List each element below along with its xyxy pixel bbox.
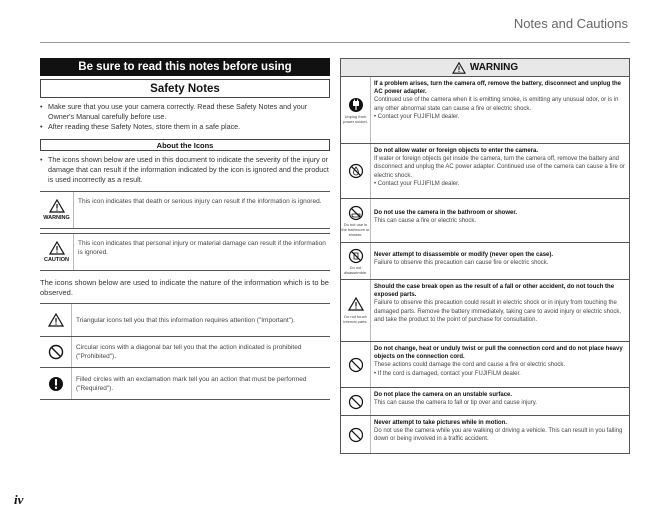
symbol-text: Triangular icons tell you that this information requires attention ("Important").	[76, 316, 295, 324]
symbol-table	[40, 303, 330, 400]
warning-body: This can cause a fire or electric shock.	[374, 218, 477, 225]
warning-item	[341, 388, 629, 416]
unplug-icon	[348, 97, 364, 113]
warning-heading: Should the case break open as the result of a fall or other accident, do not touch the exposed parts.	[374, 284, 615, 299]
caution-level-row	[40, 233, 330, 271]
triangle-attention-icon	[48, 313, 64, 327]
warning-item	[341, 280, 629, 342]
warning-body: If water or foreign objects get inside the camera, turn the camera off, remove the battery and disconnect and unplug the AC power adapter. Continued use of the camera can cause a fire or electric shock.	[374, 156, 625, 179]
symbol-row	[40, 337, 330, 368]
intro-bullet: • After reading these Safety Notes, store them in a safe place.	[40, 122, 330, 132]
right-column	[340, 58, 630, 454]
caution-level-icon-cell	[40, 234, 74, 270]
warning-body: This can cause the camera to fall or tip over and cause injury.	[374, 400, 537, 407]
symbol-row	[40, 304, 330, 337]
caution-level-label: CAUTION	[43, 257, 70, 263]
prohibited-icon	[48, 344, 64, 360]
symbol-row	[40, 368, 330, 400]
warning-triangle-icon	[452, 62, 466, 74]
required-icon	[48, 376, 64, 392]
no-water-icon	[348, 163, 364, 179]
symbol-text: Circular icons with a diagonal bar tell you that the action indicated is prohibited ("Prohibited").	[76, 344, 302, 360]
warning-level-label: WARNING	[43, 215, 70, 221]
prohibited-icon	[348, 427, 364, 443]
warning-icon-caption: Do not touch internal parts.	[343, 314, 368, 324]
warning-banner-label: WARNING	[469, 62, 519, 73]
safety-notes-title: Safety Notes	[40, 79, 330, 98]
no-bathroom-icon	[348, 205, 364, 221]
caution-triangle-icon	[49, 241, 65, 255]
symbol-text: Filled circles with an exclamation mark tell you an action that must be performed ("Required").	[76, 375, 307, 392]
warning-icon-caption: Do not use in the bathroom or shower.	[341, 221, 370, 237]
warning-list	[340, 77, 630, 454]
warning-body: Failure to observe this precaution could result in electric shock or in injury from touching the damaged parts. Remove the battery immediately, taking care to avoid injury or electric shock, and take the product to the point of purchase for consultation.	[374, 300, 622, 323]
warning-heading: Do not change, heat or unduly twist or pull the connection cord and do not place heavy objects on the connection cord.	[374, 346, 623, 361]
about-icons-bullets	[40, 155, 330, 185]
warning-banner	[340, 58, 630, 77]
intro-bullets	[40, 102, 330, 132]
warning-level-icon-cell	[40, 192, 74, 228]
warning-item	[341, 144, 629, 199]
warning-body: Continued use of the camera when it is emitting smoke, is emitting any unusual odor, or is in any other abnormal state can cause a fire or electric shock.	[374, 97, 619, 112]
left-column	[40, 58, 330, 400]
page-number: iv	[14, 492, 24, 507]
prohibited-icon	[348, 394, 364, 410]
warning-triangle-icon	[49, 199, 65, 213]
warning-icon-caption: Unplug from power socket.	[343, 113, 368, 124]
warning-item	[341, 416, 629, 454]
warning-item	[341, 77, 629, 144]
warning-body: These actions could damage the cord and cause a fire or electric shock.	[374, 362, 566, 369]
no-touch-icon	[348, 297, 364, 313]
no-disassemble-icon	[348, 248, 364, 264]
warning-heading: Never attempt to take pictures while in motion.	[374, 420, 508, 426]
warning-body: Do not use the camera while you are walking or driving a vehicle. This can result in you falling down or being involved in a traffic accident.	[374, 428, 623, 443]
warning-heading: Do not place the camera on an unstable surface.	[374, 392, 513, 398]
intro-bullet: • Make sure that you use your camera correctly. Read these Safety Notes and your Owner's Manual carefully before use.	[40, 102, 330, 122]
warning-heading: If a problem arises, turn the camera off, remove the battery, disconnect and unplug the AC power adapter.	[374, 81, 621, 96]
warning-item	[341, 342, 629, 388]
warning-level-row	[40, 191, 330, 229]
warning-heading: Do not use the camera in the bathroom or shower.	[374, 210, 518, 216]
nature-description: The icons shown below are used to indicate the nature of the information which is to be observed.	[40, 278, 329, 297]
read-before-use-banner: Be sure to read this notes before using	[40, 58, 330, 76]
caution-level-text: This icon indicates that personal injury or material damage can result if the information is ignored.	[78, 240, 326, 256]
warning-item	[341, 199, 629, 243]
page-header-title: Notes and Cautions	[513, 16, 628, 31]
warning-icon-caption: Do not disassemble.	[343, 264, 368, 275]
about-icons-title: About the Icons	[40, 139, 330, 151]
warning-heading: Never attempt to disassemble or modify (never open the case).	[374, 252, 554, 258]
warning-bullet: • Contact your FUJIFILM dealer.	[374, 180, 460, 187]
warning-body: Failure to observe this precaution can cause fire or electric shock.	[374, 260, 549, 267]
header-divider	[40, 42, 630, 43]
prohibited-icon	[348, 357, 364, 373]
about-icons-bullet: • The icons shown below are used in this document to indicate the severity of the injury or damage that can result if the information indicated by the icon is ignored and the product is used incorrectly as a result.	[40, 155, 330, 185]
warning-item	[341, 243, 629, 280]
warning-bullet: • Contact your FUJIFILM dealer.	[374, 113, 460, 120]
warning-heading: Do not allow water or foreign objects to enter the camera.	[374, 148, 539, 154]
warning-level-text: This icon indicates that death or serious injury can result if the information is ignored.	[78, 198, 322, 205]
warning-bullet: • If the cord is damaged, contact your FUJIFILM dealer.	[374, 370, 521, 377]
